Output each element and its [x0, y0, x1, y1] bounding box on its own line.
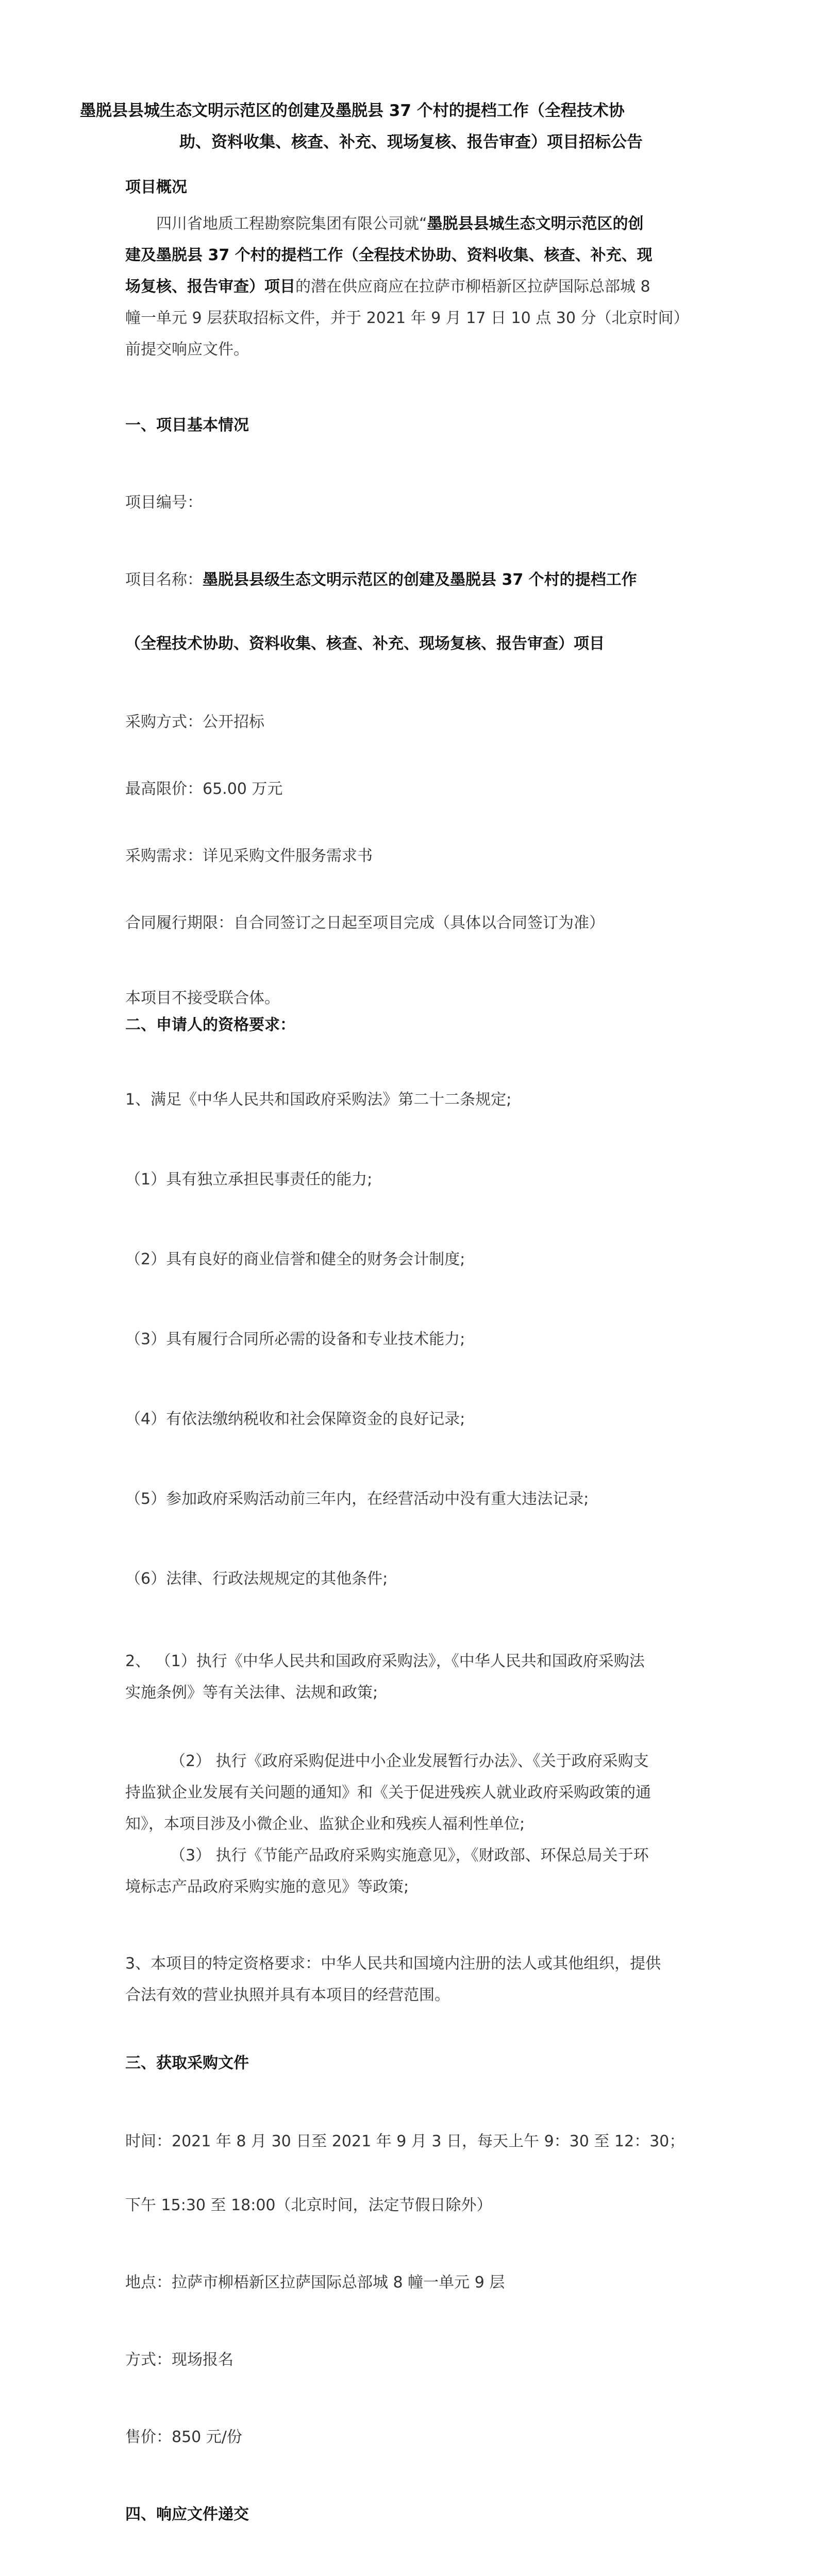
acquire-method: 方式：现场报名	[125, 2351, 233, 2369]
requirement-2-line-1: 2、 （1）执行《中华人民共和国政府采购法》，《中华人民共和国政府采购法	[125, 1652, 645, 1670]
overview-heading: 项目概况	[125, 178, 187, 196]
requirement-2-2-line-1: （2） 执行《政府采购促进中小企业发展暂行办法》、《关于政府采购支	[170, 1752, 649, 1770]
requirement-1-3: （3）具有履行合同所必需的设备和专业技术能力;	[125, 1330, 465, 1348]
project-name-line-2: （全程技术协助、资料收集、核查、补充、现场复核、报告审查）项目	[125, 635, 605, 653]
requirement-2-3-line-1: （3） 执行《节能产品政府采购实施意见》，《财政部、环保总局关于环	[170, 1846, 649, 1865]
requirement-1-1: （1）具有独立承担民事责任的能力;	[125, 1171, 373, 1189]
project-name-label: 项目名称：	[125, 571, 203, 589]
overview-line-1	[156, 214, 644, 234]
section-4-heading: 四、响应文件递交	[125, 2505, 249, 2523]
document-price: 售价：850 元/份	[125, 2428, 242, 2446]
requirement-2-3-line-2: 境标志产品政府采购实施的意见》等政策;	[125, 1878, 409, 1896]
budget-limit: 最高限价：65.00 万元	[125, 780, 283, 798]
overview-line-2: 建及墨脱县 37 个村的提档工作（全程技术协助、资料收集、核查、补充、现	[125, 246, 653, 264]
overview-project-name-end: 场复核、报告审查）项目	[125, 278, 295, 296]
procurement-demand: 采购需求：详见采购文件服务需求书	[125, 847, 373, 865]
contract-term: 合同履行期限：自合同签订之日起至项目完成（具体以合同签订为准）	[125, 914, 605, 932]
overview-line-5: 前提交响应文件。	[125, 341, 249, 359]
requirement-1-4: （4）有依法缴纳税收和社会保障资金的良好记录;	[125, 1410, 465, 1428]
section-3-heading: 三、获取采购文件	[125, 2054, 249, 2072]
requirement-1-5: （5）参加政府采购活动前三年内，在经营活动中没有重大违法记录;	[125, 1490, 589, 1508]
section-1-heading: 一、项目基本情况	[125, 416, 249, 434]
acquire-time-line-1: 时间：2021 年 8 月 30 日至 2021 年 9 月 3 日，每天上午 9：30 至 12：30；	[125, 2132, 685, 2150]
requirement-1-2: （2）具有良好的商业信誉和健全的财务会计制度;	[125, 1250, 465, 1268]
no-consortium-note: 本项目不接受联合体。	[125, 989, 280, 1007]
requirement-2-2-line-2: 持监狱企业发展有关问题的通知》和《关于促进残疾人就业政府采购政策的通	[125, 1784, 651, 1802]
title-line-1: 墨脱县县城生态文明示范区的创建及墨脱县 37 个村的提档工作（全程技术协	[80, 101, 625, 120]
requirement-1: 1、满足《中华人民共和国政府采购法》第二十二条规定;	[125, 1091, 512, 1109]
procurement-method: 采购方式：公开招标	[125, 713, 264, 731]
overview-project-name: 墨脱县县城生态文明示范区的创	[427, 215, 644, 233]
requirement-3-line-1: 3、本项目的特定资格要求：中华人民共和国境内注册的法人或其他组织，提供	[125, 1955, 661, 1973]
title-line-2: 助、资料收集、核查、补充、现场复核、报告审查）项目招标公告	[179, 133, 643, 151]
section-2-heading: 二、申请人的资格要求：	[125, 1016, 295, 1034]
project-name-line-1	[125, 570, 637, 590]
overview-line-3	[125, 277, 650, 297]
overview-line-4: 幢一单元 9 层获取招标文件，并于 2021 年 9 月 17 日 10 点 30 分（北京时间）	[125, 309, 689, 327]
overview-text-cont: 的潜在供应商应在拉萨市柳梧新区拉萨国际总部城 8	[295, 278, 650, 296]
overview-text: 四川省地质工程勘察院集团有限公司就“	[156, 215, 427, 233]
requirement-3-line-2: 合法有效的营业执照并具有本项目的经营范围。	[125, 1986, 450, 2004]
acquire-time-line-2: 下午 15:30 至 18:00（北京时间，法定节假日除外）	[125, 2196, 492, 2214]
project-number: 项目编号：	[125, 494, 203, 512]
requirement-2-2-line-3: 知》，本项目涉及小微企业、监狱企业和残疾人福利性单位;	[125, 1815, 525, 1833]
acquire-place: 地点：拉萨市柳梧新区拉萨国际总部城 8 幢一单元 9 层	[125, 2274, 505, 2292]
project-name-value: 墨脱县县级生态文明示范区的创建及墨脱县 37 个村的提档工作	[203, 571, 637, 589]
requirement-2-line-2: 实施条例》等有关法律、法规和政策;	[125, 1684, 378, 1702]
requirement-1-6: （6）法律、行政法规规定的其他条件;	[125, 1570, 388, 1588]
